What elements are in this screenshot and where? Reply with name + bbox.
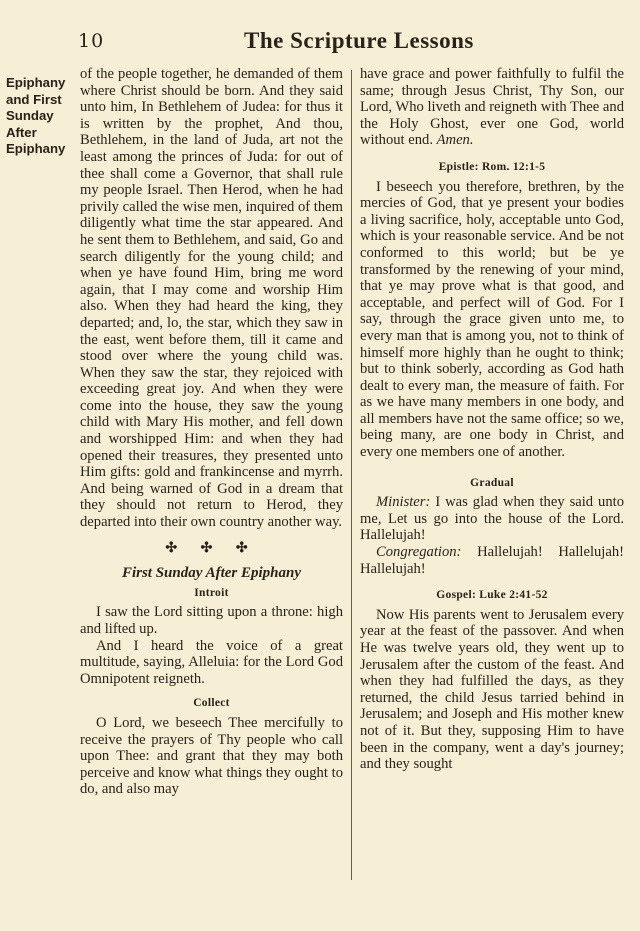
congregation-text: Hallelujah! Hallelujah! Hallelujah! (360, 544, 624, 577)
introit-heading: Introit (194, 586, 229, 599)
amen: Amen. (436, 132, 474, 149)
margin-note-line: Sunday (6, 108, 54, 123)
gradual-minister (360, 494, 624, 544)
epistle-heading: Epistle: Rom. 12:1-5 (438, 160, 546, 173)
left-column (80, 66, 343, 798)
minister-text: I was glad when they said unto me, Let us go into the house of the Lord. Hallelujah! (360, 494, 625, 544)
gospel-continuation: of the people together, he demanded of them where Christ should be born. And they said unto him, In Bethlehem of Judea: for thus it is written by the prophet, And thou, Bethlehem, in the land of Juda, art not the least among the princes of Juda: for out of thee shall come a Governor, that shall rule my people Israel. Then Herod, when he had privily called the wise men, inquired of them diligently what time the star appeared. And he sent them to Bethlehem, and said, Go and search diligently for the young child; and when ye have found Him, bring me word again, that I may come and worship Him also. When they had heard the king, they departed; and, lo, the star, which they saw in the east, went before them, till it came and stood over where the young child was. When they saw the star, they rejoiced with exceeding great joy. And when they were come into the house, they saw the young child with Mary His mother, and fell down and worshipped Him: and when they had opened their treasures, they presented unto Him gifts: gold and frankincense and myrrh. And being warned of God in a dream that they should not return to Herod, they departed into their own country another way. (80, 66, 343, 531)
page-number: 10 (78, 30, 105, 52)
column-divider (351, 70, 352, 880)
running-title: The Scripture Lessons (244, 28, 474, 53)
collect-text: O Lord, we beseech Thee mercifully to receive the prayers of Thy people who call upon Thee: and grant that they may both perceive and know what things they ought to do, and also may (80, 714, 343, 798)
collect-continuation-text: have grace and power faithfully to fulfil the same; through Jesus Christ, Thy Son, our Lord, Who liveth and reigneth with Thee and the Holy Ghost, ever one God, world without end. (360, 66, 624, 149)
gradual-congregation (360, 544, 624, 577)
collect-continuation (360, 66, 624, 149)
margin-note-line: Epiphany (6, 141, 66, 156)
gospel-text: Now His parents went to Jerusalem every year at the feast of the passover. And when He was twelve years old, they went up to Jerusalem after the custom of the feast. And when they had fulfilled the days, as they returned, the child Jesus tarried behind in Jerusalem; and Joseph and His mother knew not of it. But they, supposing Him to have been in the company, went a day's journey; and they sought (360, 606, 624, 773)
congregation-label: Congregation: (376, 544, 462, 561)
gospel-heading: Gospel: Luke 2:41-52 (436, 589, 548, 602)
minister-label: Minister: (376, 494, 431, 511)
margin-note-line: Epiphany (6, 75, 66, 90)
gradual-heading: Gradual (470, 476, 514, 489)
right-column (360, 66, 624, 773)
margin-note (6, 75, 74, 158)
margin-note-line: and First (6, 91, 62, 107)
epistle-text: I beseech you therefore, brethren, by the mercies of God, that ye present your bodies a living sacrifice, holy, acceptable unto God, which is your reasonable service. And be not conformed to this world; but be ye transformed by the renewing of your mind, that ye may prove what is that good, and acceptable, and perfect will of God. For I say, through the grace given unto me, to every man that is among you, not to think of himself more highly than he ought to think; but to think soberly, according as God hath dealt to every man, the measure of faith. For as we have many members in one body, and all members have not the same office; so we, being many, are one body in Christ, and every one members one of another. (360, 178, 624, 461)
cross-ornaments: ✣ ✣ ✣ (165, 540, 258, 556)
collect-heading: Collect (193, 697, 230, 710)
introit-text: I saw the Lord sitting upon a throne: high and lifted up. (80, 604, 343, 637)
introit-text: And I heard the voice of a great multitude, saying, Alleluia: for the Lord God Omnipotent reigneth. (80, 637, 343, 687)
section-title: First Sunday After Epiphany (121, 565, 302, 582)
margin-note-line: After (6, 124, 37, 140)
